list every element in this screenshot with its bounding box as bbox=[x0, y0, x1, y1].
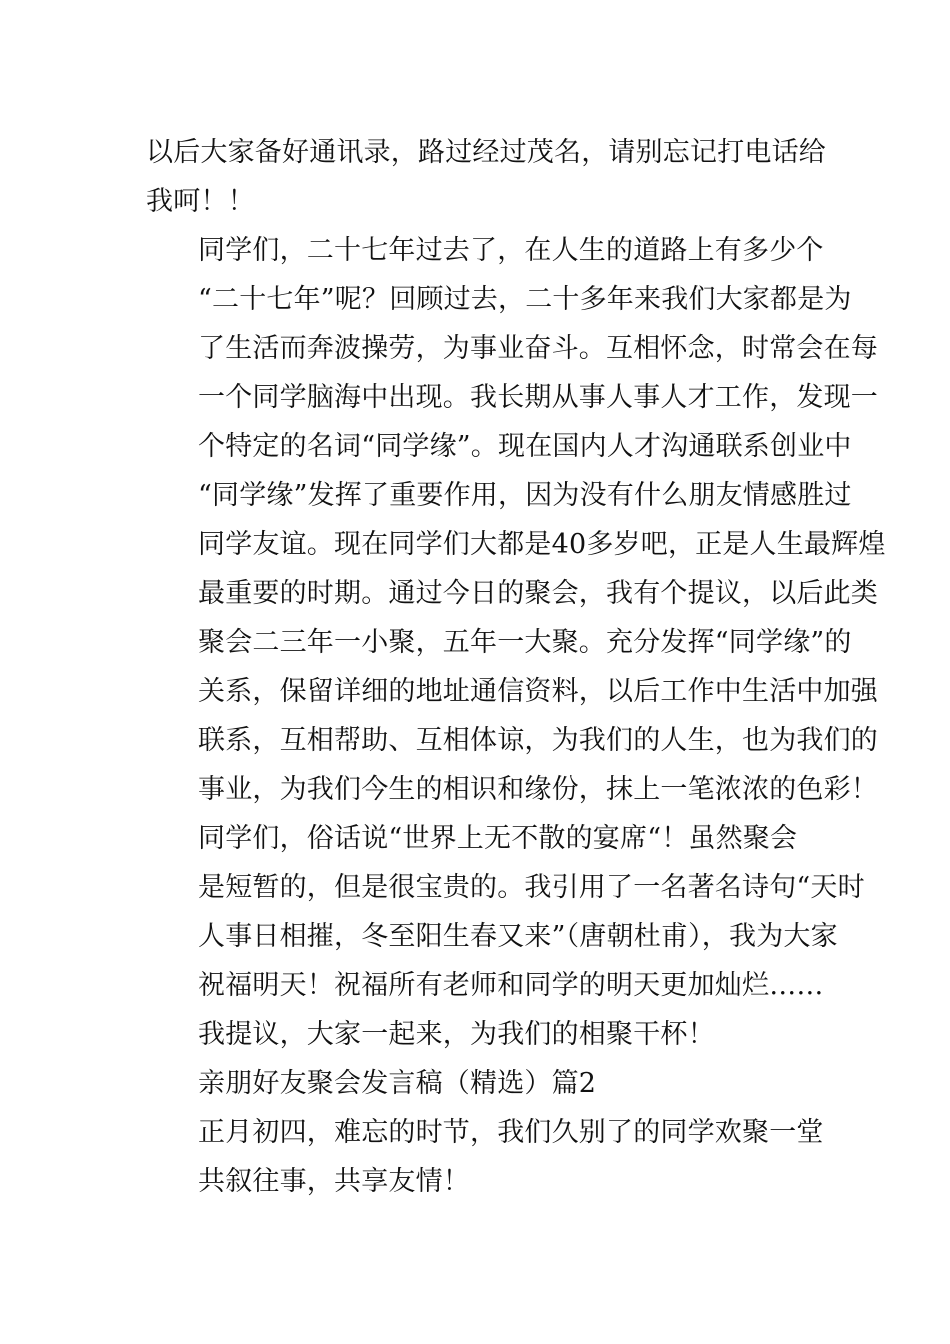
document-body bbox=[146, 128, 886, 1206]
text-line: “二十七年”呢？回顾过去，二十多年来我们大家都是为 bbox=[198, 284, 852, 315]
text-line: 同学友谊。现在同学们大都是40多岁吧，正是人生最辉煌 bbox=[198, 529, 886, 560]
text-line: 是短暂的，但是很宝贵的。我引用了一名著名诗句“天时 bbox=[198, 872, 865, 903]
paragraph bbox=[146, 226, 886, 814]
paragraph bbox=[146, 1059, 808, 1108]
paragraph bbox=[146, 1108, 824, 1206]
text-line: 关系，保留详细的地址通信资料，以后工作中生活中加强 bbox=[198, 676, 878, 707]
text-line: 了生活而奔波操劳，为事业奋斗。互相怀念，时常会在每 bbox=[198, 333, 878, 364]
text-line: 同学们，二十七年过去了，在人生的道路上有多少个 bbox=[198, 235, 824, 266]
text-line: 我呵！！ bbox=[146, 186, 255, 217]
text-line: 正月初四，难忘的时节，我们久别了的同学欢聚一堂 bbox=[198, 1117, 824, 1148]
text-line: “同学缘”发挥了重要作用，因为没有什么朋友情感胜过 bbox=[198, 480, 852, 511]
text-line: 人事日相摧，冬至阳生春又来”（唐朝杜甫），我为大家 bbox=[198, 921, 838, 952]
paragraph bbox=[146, 1010, 808, 1059]
paragraph bbox=[146, 814, 865, 1010]
text-line: 共叙往事，共享友情！ bbox=[198, 1166, 470, 1197]
text-line: 以后大家备好通讯录，路过经过茂名，请别忘记打电话给 bbox=[146, 137, 826, 168]
document-page bbox=[146, 128, 886, 1206]
text-line: 最重要的时期。通过今日的聚会，我有个提议，以后此类 bbox=[198, 578, 878, 609]
text-line: 事业，为我们今生的相识和缘份，抹上一笔浓浓的色彩！ bbox=[198, 774, 878, 805]
text-line: 祝福明天！祝福所有老师和同学的明天更加灿烂…… bbox=[198, 970, 824, 1001]
paragraph bbox=[146, 128, 826, 226]
text-line: 我提议，大家一起来，为我们的相聚干杯！ bbox=[198, 1019, 715, 1050]
text-line: 同学们，俗话说“世界上无不散的宴席“！虽然聚会 bbox=[198, 823, 798, 854]
text-line: 聚会二三年一小聚，五年一大聚。充分发挥“同学缘”的 bbox=[198, 627, 852, 658]
text-line: 一个同学脑海中出现。我长期从事人事人才工作，发现一 bbox=[198, 382, 878, 413]
text-line: 亲朋好友聚会发言稿（精选）篇2 bbox=[198, 1068, 597, 1099]
text-line: 联系，互相帮助、互相体谅，为我们的人生，也为我们的 bbox=[198, 725, 878, 756]
text-line: 个特定的名词“同学缘”。现在国内人才沟通联系创业中 bbox=[198, 431, 852, 462]
